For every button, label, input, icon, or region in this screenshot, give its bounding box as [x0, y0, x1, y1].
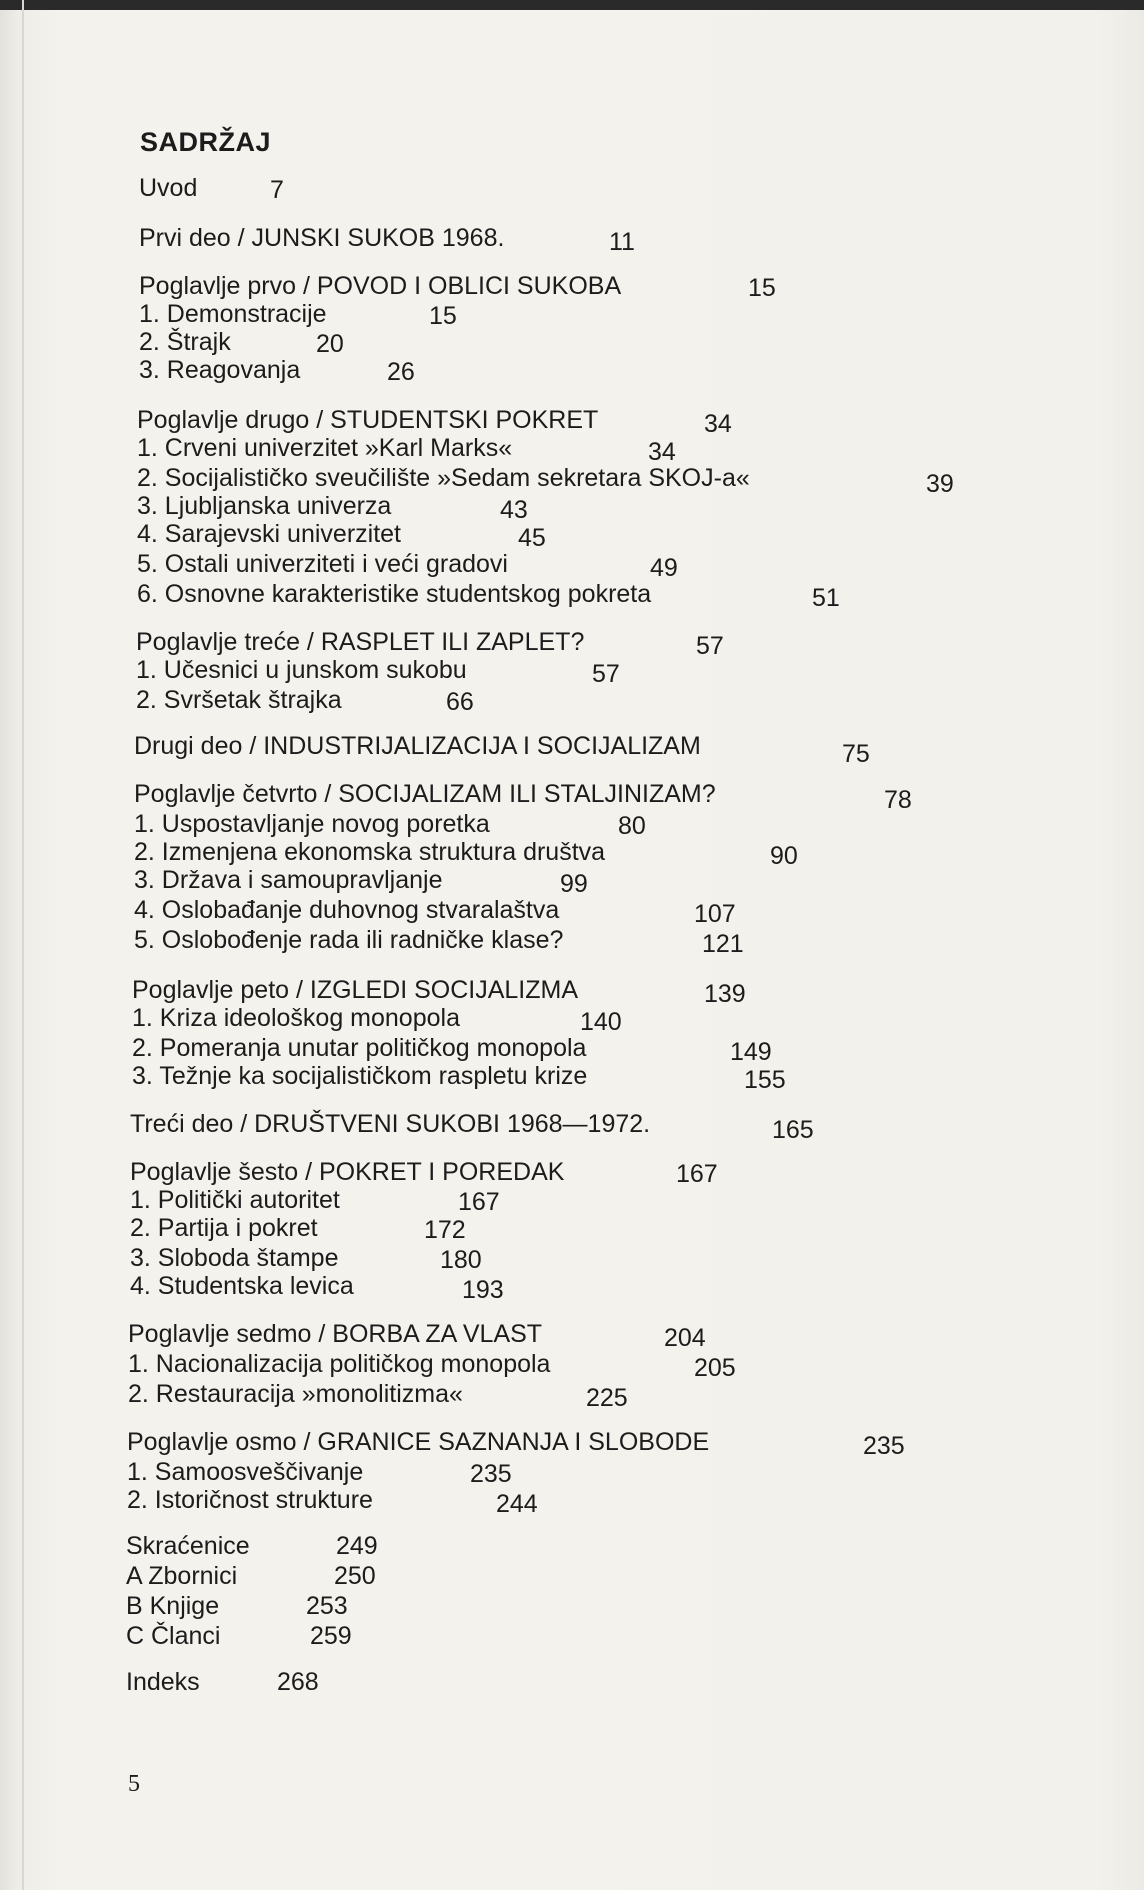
toc-entry-page: 15 — [429, 302, 457, 330]
toc-entry-page: 250 — [334, 1562, 376, 1590]
toc-entry-text: Prvi deo / JUNSKI SUKOB 1968. — [139, 224, 505, 252]
toc-entry-page: 235 — [470, 1460, 512, 1488]
toc-entry-text: 3. Država i samoupravljanje — [134, 866, 443, 894]
toc-entry-text: Poglavlje peto / IZGLEDI SOCIJALIZMA — [132, 976, 578, 1004]
toc-entry-text: Poglavlje četvrto / SOCIJALIZAM ILI STALJINIZAM? — [134, 780, 716, 808]
toc-entry-text: C Članci — [126, 1622, 221, 1650]
toc-entry-page: 225 — [586, 1384, 628, 1412]
toc-entry-text: Uvod — [139, 174, 198, 202]
toc-entry-text: Poglavlje drugo / STUDENTSKI POKRET — [137, 406, 599, 434]
toc-entry-page: 193 — [462, 1276, 504, 1304]
toc-entry-text: 3. Ljubljanska univerza — [137, 492, 392, 520]
toc-entry-page: 78 — [884, 786, 912, 814]
toc-entry-page: 165 — [772, 1116, 814, 1144]
toc-entry-text: 1. Crveni univerzitet »Karl Marks« — [137, 434, 513, 462]
toc-entry-page: 80 — [618, 812, 646, 840]
toc-entry-text: 4. Sarajevski univerzitet — [137, 520, 402, 548]
toc-entry-page: 155 — [744, 1066, 786, 1094]
toc-entry-text: Poglavlje prvo / POVOD I OBLICI SUKOBA — [139, 272, 622, 300]
toc-entry-text: 1. Uspostavljanje novog poretka — [134, 810, 490, 838]
toc-entry-text: 1. Nacionalizacija političkog monopola — [128, 1350, 551, 1378]
toc-entry-text: Poglavlje treće / RASPLET ILI ZAPLET? — [136, 628, 585, 656]
toc-entry-text: 2. Socijalističko sveučilište »Sedam sekretara SKOJ-a« — [137, 464, 750, 492]
toc-entry-text: 3. Težnje ka socijalističkom raspletu krize — [132, 1062, 588, 1090]
toc-entry-text: 2. Svršetak štrajka — [136, 686, 342, 714]
toc-entry-page: 259 — [310, 1622, 352, 1650]
toc-entry-text: Drugi deo / INDUSTRIJALIZACIJA I SOCIJALIZAM — [134, 732, 701, 760]
toc-entry-page: 20 — [316, 330, 344, 358]
page-fold-shadow — [22, 0, 24, 1890]
toc-entry-text: 4. Studentska levica — [130, 1272, 354, 1300]
page-title: SADRŽAJ — [140, 127, 272, 157]
toc-entry-text: 2. Pomeranja unutar političkog monopola — [132, 1034, 587, 1062]
toc-entry-page: 140 — [580, 1008, 622, 1036]
toc-entry-page: 49 — [650, 554, 678, 582]
toc-entry-text: Poglavlje šesto / POKRET I POREDAK — [130, 1158, 565, 1186]
toc-entry-page: 57 — [592, 660, 620, 688]
toc-entry-text: 2. Istoričnost strukture — [127, 1486, 373, 1514]
toc-entry-page: 268 — [277, 1668, 319, 1696]
toc-entry-page: 43 — [500, 496, 528, 524]
toc-entry-text: 3. Sloboda štampe — [130, 1244, 339, 1272]
toc-entry-page: 204 — [664, 1324, 706, 1352]
toc-entry-text: 5. Ostali univerziteti i veći gradovi — [137, 550, 508, 578]
toc-entry-text: 1. Samoosveščivanje — [127, 1458, 364, 1486]
toc-entry-page: 167 — [676, 1160, 718, 1188]
toc-entry-text: 2. Partija i pokret — [130, 1214, 318, 1242]
toc-entry-text: 2. Štrajk — [139, 328, 231, 356]
toc-entry-page: 15 — [748, 274, 776, 302]
toc-entry-page: 26 — [387, 358, 415, 386]
toc-entry-page: 244 — [496, 1490, 538, 1518]
toc-entry-text: Poglavlje osmo / GRANICE SAZNANJA I SLOBODE — [127, 1428, 710, 1456]
toc-entry-text: Indeks — [126, 1668, 200, 1696]
toc-entry-text: 2. Restauracija »monolitizma« — [128, 1380, 463, 1408]
toc-entry-page: 107 — [694, 900, 736, 928]
toc-entry-page: 167 — [458, 1188, 500, 1216]
toc-entry-page: 34 — [704, 410, 732, 438]
toc-entry-page: 7 — [270, 176, 284, 204]
toc-entry-text: Treći deo / DRUŠTVENI SUKOBI 1968—1972. — [130, 1110, 651, 1138]
toc-entry-page: 205 — [694, 1354, 736, 1382]
toc-entry-text: 3. Reagovanja — [139, 356, 301, 384]
toc-entry-page: 90 — [770, 842, 798, 870]
toc-entry-text: A Zbornici — [126, 1562, 238, 1590]
scan-top-edge — [0, 0, 1144, 10]
toc-entry-text: 1. Učesnici u junskom sukobu — [136, 656, 467, 684]
toc-entry-page: 235 — [863, 1432, 905, 1460]
toc-entry-page: 253 — [306, 1592, 348, 1620]
toc-entry-text: 4. Oslobađanje duhovnog stvaralaštva — [134, 896, 560, 924]
page-number: 5 — [128, 1771, 140, 1797]
toc-entry-text: Skraćenice — [126, 1532, 250, 1560]
toc-entry-text: 1. Kriza ideološkog monopola — [132, 1004, 460, 1032]
toc-entry-page: 139 — [704, 980, 746, 1008]
toc-entry-page: 34 — [648, 438, 676, 466]
toc-entry-text: B Knjige — [126, 1592, 220, 1620]
toc-entry-text: 5. Oslobođenje rada ili radničke klase? — [134, 926, 564, 954]
toc-entry-text: 1. Politički autoritet — [130, 1186, 340, 1214]
toc-entry-page: 180 — [440, 1246, 482, 1274]
toc-entry-page: 51 — [812, 584, 840, 612]
toc-entry-page: 66 — [446, 688, 474, 716]
toc-entry-page: 149 — [730, 1038, 772, 1066]
toc-entry-text: 2. Izmenjena ekonomska struktura društva — [134, 838, 606, 866]
toc-entry-page: 121 — [702, 930, 744, 958]
toc-entry-text: 1. Demonstracije — [139, 300, 327, 328]
toc-entry-page: 45 — [518, 524, 546, 552]
toc-entry-text: 6. Osnovne karakteristike studentskog pokreta — [137, 580, 652, 608]
toc-entry-page: 99 — [560, 870, 588, 898]
toc-entry-page: 11 — [609, 228, 635, 256]
toc-entry-page: 75 — [842, 740, 870, 768]
toc-entry-page: 172 — [424, 1216, 466, 1244]
toc-entry-page: 249 — [336, 1532, 378, 1560]
toc-entry-page: 39 — [926, 470, 954, 498]
toc-entry-page: 57 — [696, 632, 724, 660]
toc-entry-text: Poglavlje sedmo / BORBA ZA VLAST — [128, 1320, 543, 1348]
